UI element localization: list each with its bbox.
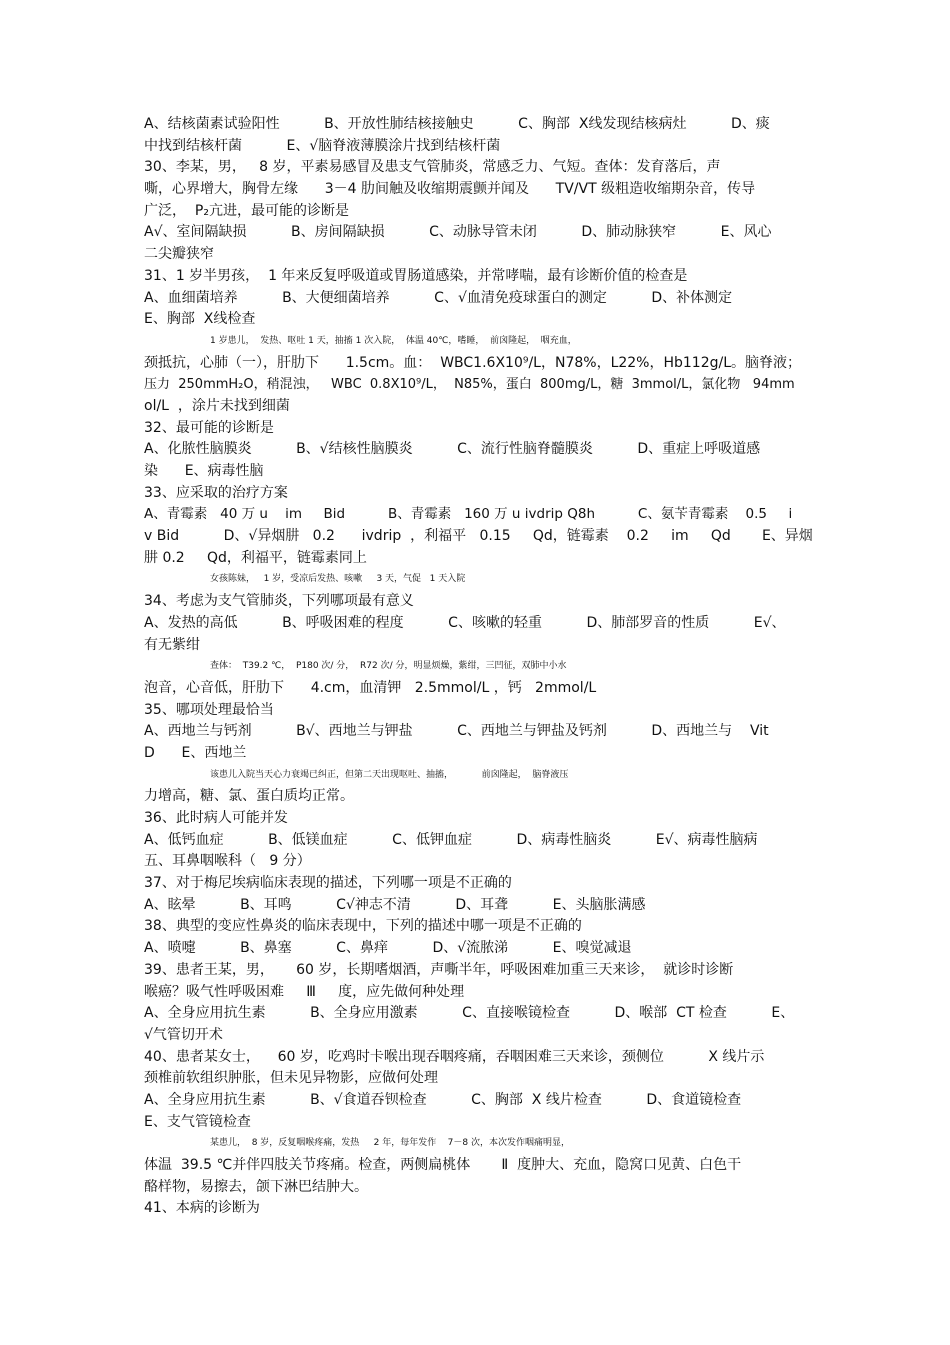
text-line: A、眩晕 B、耳鸣 C√神志不清 D、耳聋 E、头脑胀满感 <box>144 896 646 913</box>
text-line: 中找到结核杆菌 E、√脑脊液薄膜涂片找到结核杆菌 <box>144 137 501 154</box>
text-line: E、支气管镜检查 <box>144 1113 251 1130</box>
text-line: 肼 0.2 Qd，利福平，链霉素同上 <box>144 549 367 566</box>
text-line: A、全身应用抗生素 B、√食道吞钡检查 C、胸部 X 线片检查 D、食道镜检查 <box>144 1091 742 1108</box>
text-line: A、发热的高低 B、呼吸困难的程度 C、咳嗽的轻重 D、肺部罗音的性质 E√、 <box>144 614 786 631</box>
text-line: E、胸部 X线检查 <box>144 311 256 328</box>
text-line: A、低钙血症 B、低镁血症 C、低钾血症 D、病毒性脑炎 E√、病毒性脑病 <box>144 831 758 848</box>
text-line: 颈椎前软组织肿胀，但未见异物影，应做何处理 <box>144 1070 438 1087</box>
text-line: 广泛， P₂亢进，最可能的诊断是 <box>144 202 349 219</box>
text-line: 35、哪项处理最恰当 <box>144 701 274 718</box>
text-line: A、结核菌素试验阳性 B、开放性肺结核接触史 C、胸部 X线发现结核病灶 D、痰 <box>144 116 770 132</box>
text-line: 查体： T39.2 ℃， P180 次/ 分， R72 次/ 分，明显烦燥，紫绀，三凹征，双肺中小水 <box>210 661 567 672</box>
text-line: A、化脓性脑膜炎 B、√结核性脑膜炎 C、流行性脑脊髓膜炎 D、重症上呼吸道感 <box>144 441 761 458</box>
text-line: 40、患者某女士， 60 岁，吃鸡时卡喉出现吞咽疼痛，吞咽困难三天来诊，颈侧位 X 线片示 <box>144 1048 765 1065</box>
text-line: A、全身应用抗生素 B、全身应用激素 C、直接喉镜检查 D、喉部 CT 检查 E、 <box>144 1005 795 1022</box>
text-line: 31、1 岁半男孩， 1 年来反复呼吸道或胃肠道感染，并常哮喘，最有诊断价值的检查是 <box>144 267 688 284</box>
text-line: 有无紫绀 <box>144 636 200 653</box>
text-line: 1 岁患儿， 发热、呕吐 1 天，抽搐 1 次入院， 体温 40℃，嗜睡， 前囟隆起， 咽充血， <box>210 335 577 346</box>
text-line: 染 E、病毒性脑 <box>144 463 264 479</box>
text-line: 嘶，心界增大，胸骨左缘 3－4 肋间触及收缩期震颤并闻及 TV/VT 级粗造收缩期杂音，传导 <box>144 181 756 198</box>
text-line: 体温 39.5 ℃并伴四肢关节疼痛。检查，两侧扁桃体 Ⅱ 度肿大、充血，隐窝口见黄、白色干 <box>144 1157 742 1173</box>
text-line: 34、考虑为支气管肺炎，下列哪项最有意义 <box>144 593 414 610</box>
document-body <box>144 114 814 1220</box>
text-line: 某患儿， 8 岁，反复咽喉疼痛，发热 2 年，每年发作 7－8 次，本次发作咽痛明显， <box>210 1138 570 1149</box>
text-line: 39、患者王某，男， 60 岁，长期嗜烟酒，声嘶半年，呼吸困难加重三天来诊， 就诊时诊断 <box>144 961 734 978</box>
text-line: A、青霉素 40 万 u im Bid B、青霉素 160 万 u ivdrip Q8h C、氨苄青霉素 0.5 i <box>144 506 793 523</box>
text-line: 37、对于梅尼埃病临床表现的描述，下列哪一项是不正确的 <box>144 875 512 892</box>
text-line: √气管切开术 <box>144 1026 223 1043</box>
text-line: 女孩陈妹， 1 岁，受凉后发热、咳嗽 3 天，气促 1 天入院 <box>210 574 466 585</box>
text-line: 泡音，心音低，肝肋下 4.cm，血清钾 2.5mmol/L ，钙 2mmol/L <box>144 679 597 696</box>
text-line: 力增高，糖、氯、蛋白质均正常。 <box>144 788 354 805</box>
text-line: 32、最可能的诊断是 <box>144 419 274 436</box>
text-line: 压力 250mmH₂O，稍混浊， WBC 0.8X10⁹/L， N85%，蛋白 800mg/L，糖 3mmol/L，氯化物 94mm <box>144 377 795 393</box>
text-line: 该患儿入院当天心力衰竭已纠正，但第二天出现呕吐、抽搐， 前囟隆起， 脑脊液压 <box>210 769 569 780</box>
text-line: 颈抵抗，心肺（一），肝肋下 1.5cm。血： WBC1.6X10⁹/L，N78%，L22%，Hb112g/L。脑脊液； <box>144 354 802 371</box>
text-line: A、喷嚏 B、鼻塞 C、鼻痒 D、√流脓涕 E、嗅觉减退 <box>144 940 632 957</box>
text-line: 酪样物，易擦去，颌下淋巴结肿大。 <box>144 1178 368 1195</box>
text-line: A、血细菌培养 B、大便细菌培养 C、√血清免疫球蛋白的测定 D、补体测定 <box>144 289 733 306</box>
text-line: A、西地兰与钙剂 B√、西地兰与钾盐 C、西地兰与钾盐及钙剂 D、西地兰与 Vit <box>144 723 769 740</box>
text-line: 30、李某，男， 8 岁，平素易感冒及患支气管肺炎，常感乏力、气短。查体：发育落后，声 <box>144 159 721 176</box>
text-line: 41、本病的诊断为 <box>144 1200 260 1217</box>
text-line: 38、典型的变应性鼻炎的临床表现中，下列的描述中哪一项是不正确的 <box>144 918 582 935</box>
text-line: 五、耳鼻咽喉科（ 9 分） <box>144 853 311 870</box>
text-line: v Bid D、√异烟肼 0.2 ivdrip ，利福平 0.15 Qd，链霉素 0.2 im Qd E、异烟 <box>144 528 813 545</box>
text-line: A√、室间隔缺损 B、房间隔缺损 C、动脉导管未闭 D、肺动脉狭窄 E、风心 <box>144 224 772 241</box>
text-line: ol/L ，涂片未找到细菌 <box>144 397 290 414</box>
text-line: 二尖瓣狭窄 <box>144 246 214 263</box>
text-line: D E、西地兰 <box>144 744 247 761</box>
text-line: 喉癌？吸气性呼吸困难 Ⅲ 度，应先做何种处理 <box>144 983 465 1000</box>
text-line: 33、应采取的治疗方案 <box>144 484 288 501</box>
text-line: 36、此时病人可能并发 <box>144 810 288 826</box>
